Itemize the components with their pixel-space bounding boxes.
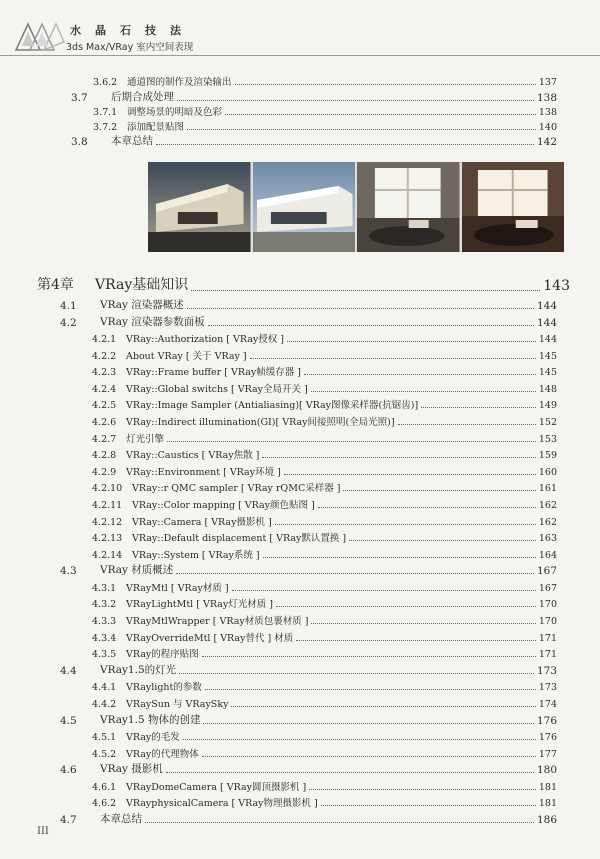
toc-entry-page: 163 xyxy=(538,533,557,545)
toc-entry-number: 4.3.4 xyxy=(92,632,117,644)
toc-leader-dots xyxy=(398,424,536,425)
toc-leader-dots xyxy=(263,557,536,558)
toc-entry-page: 142 xyxy=(536,136,557,148)
toc-entry xyxy=(92,381,557,395)
toc-entry xyxy=(92,348,557,362)
toc-entry-number: 4.2.14 xyxy=(92,549,123,561)
toc-entry-title: VRay的程序贴图 xyxy=(126,649,199,661)
toc-entry-title: VRay 材质概述 xyxy=(100,564,174,577)
toc-entry xyxy=(93,119,557,133)
toc-entry xyxy=(92,331,557,345)
toc-entry-number: 4.2.11 xyxy=(92,499,123,511)
toc-entry xyxy=(92,696,557,710)
toc-entry xyxy=(60,663,557,677)
toc-entry xyxy=(92,729,557,743)
toc-leader-dots xyxy=(235,84,536,85)
toc-entry-number: 4.2 xyxy=(60,316,77,329)
toc-entry xyxy=(60,298,557,312)
toc-entry-number: 4.2.1 xyxy=(92,334,117,346)
toc-entry-title: VRayDomeCamera [ VRay圆顶摄影机 ] xyxy=(126,781,307,793)
toc-leader-dots xyxy=(311,391,536,392)
toc-leader-dots xyxy=(187,308,534,309)
toc-leader-dots xyxy=(343,490,535,491)
toc-entry xyxy=(92,497,557,511)
toc-entry-page: 170 xyxy=(538,616,557,628)
toc-entry-title: VRay::Indirect illumination(GI)[ VRay间接照明(全局光照)] xyxy=(126,417,395,429)
toc-entry xyxy=(71,134,557,148)
toc-entry-page: 144 xyxy=(538,334,557,346)
toc-entry-number: 4.2.10 xyxy=(92,483,123,495)
toc-entry-page: 161 xyxy=(538,483,557,495)
toc-entry-page: 186 xyxy=(536,814,557,826)
toc-entry-page: 164 xyxy=(538,549,557,561)
toc-leader-dots xyxy=(304,374,536,375)
toc-entry-title: 灯光引擎 xyxy=(126,433,165,445)
toc-entry-page: 160 xyxy=(538,466,557,478)
toc-leader-dots xyxy=(205,689,536,690)
toc-entry xyxy=(60,315,557,329)
toc-entry xyxy=(60,563,557,577)
toc-entry-number: 3.7.2 xyxy=(93,122,118,133)
toc-leader-dots xyxy=(349,540,536,541)
toc-entry-number: 4.4.2 xyxy=(92,698,117,710)
toc-entry xyxy=(60,812,557,826)
toc-entry-title: VRayphysicalCamera [ VRay物理摄影机 ] xyxy=(126,798,318,810)
toc-entry-page: 162 xyxy=(538,516,557,528)
toc-entry xyxy=(92,646,557,660)
toc-entry-page: 176 xyxy=(538,732,557,744)
toc-leader-dots xyxy=(177,100,534,101)
toc-entry-page: 148 xyxy=(538,383,557,395)
toc-entry-page: 171 xyxy=(538,649,557,661)
toc-entry-page: 171 xyxy=(538,632,557,644)
toc-entry-number: 4.4.1 xyxy=(92,682,117,694)
toc-entry-title: About VRay [ 关于 VRay ] xyxy=(126,350,247,362)
toc-entry-title: VRay 渲染器参数面板 xyxy=(100,315,205,328)
toc-entry-title: VRay1.5的灯光 xyxy=(100,663,177,676)
toc-entry-title: 本章总结 xyxy=(100,813,142,825)
toc-entry-title: VRay的毛发 xyxy=(126,732,180,744)
toc-entry xyxy=(92,397,557,411)
toc-entry-number: 3.7 xyxy=(71,92,88,104)
toc-leader-dots xyxy=(176,573,534,574)
toc-leader-dots xyxy=(250,358,536,359)
toc-leader-dots xyxy=(145,822,534,823)
toc-entry-page: 152 xyxy=(538,417,557,429)
toc-leader-dots xyxy=(202,656,536,657)
toc-entry-page: 145 xyxy=(538,367,557,379)
toc-entry-title: VRay1.5 物体的创建 xyxy=(100,713,201,726)
toc-leader-dots xyxy=(202,756,536,757)
toc-entry-page: 159 xyxy=(538,450,557,462)
crystal-logo-icon xyxy=(14,20,66,52)
toc-entry-page: 137 xyxy=(538,77,557,88)
toc-leader-dots xyxy=(232,590,536,591)
toc-entry-number: 3.8 xyxy=(71,136,88,148)
toc-entry xyxy=(92,580,557,594)
toc-entry-title: VRay 摄影机 xyxy=(100,763,163,776)
toc-entry-number: 4.7 xyxy=(60,814,77,826)
header-rule xyxy=(0,55,600,56)
toc-entry-title: 调整场景的明暗及色彩 xyxy=(127,107,223,118)
toc-entry xyxy=(60,762,557,776)
toc-leader-dots xyxy=(321,805,536,806)
toc-entry-title: VRayMtl [ VRay材质 ] xyxy=(126,582,229,594)
toc-entry xyxy=(92,514,557,528)
toc-entry-number: 4.3.3 xyxy=(92,616,117,628)
toc-entry-page: 174 xyxy=(538,698,557,710)
toc-entry-page: 149 xyxy=(538,400,557,412)
toc-entry-title: VRay::Color mapping [ VRay颜色贴图 ] xyxy=(132,499,315,511)
toc-entry-page: 138 xyxy=(536,92,557,104)
toc-leader-dots xyxy=(287,341,536,342)
toc-entry-number: 4.5 xyxy=(60,714,77,727)
toc-entry xyxy=(92,480,557,494)
toc-entry-number: 4.6.1 xyxy=(92,781,117,793)
toc-entry-number: 4.2.4 xyxy=(92,383,117,395)
toc-entry-page: 167 xyxy=(536,565,557,578)
toc-entry-title: VRay::Caustics [ VRay焦散 ] xyxy=(126,450,260,462)
toc-leader-dots xyxy=(156,144,534,145)
exterior-render-image-1 xyxy=(148,162,251,252)
page-number: III xyxy=(37,826,49,837)
toc-entry-number: 4.5.2 xyxy=(92,748,117,760)
toc-entry-title: VRay::Global switchs [ VRay全局开关 ] xyxy=(126,383,308,395)
toc-entry xyxy=(92,414,557,428)
toc-entry-title: VRay::r QMC sampler [ VRay rQMC采样器 ] xyxy=(132,483,341,495)
toc-leader-dots xyxy=(276,606,536,607)
toc-leader-dots xyxy=(284,474,536,475)
toc-leader-dots xyxy=(187,129,536,130)
series-subtitle: 3ds Max/VRay 室内空间表现 xyxy=(66,42,194,53)
toc-entry-title: VRay的代理物体 xyxy=(126,748,199,760)
toc-entry-number: 4.3 xyxy=(60,565,77,578)
toc-entry-title: VRay::Environment [ VRay环境 ] xyxy=(126,466,281,478)
toc-entry-page: 167 xyxy=(538,582,557,594)
toc-entry-number: 4.2.9 xyxy=(92,466,117,478)
toc-entry xyxy=(92,530,557,544)
toc-entry-number: 3.6.2 xyxy=(93,77,118,88)
running-header xyxy=(0,0,600,56)
toc-entry xyxy=(71,90,557,104)
toc-entry-page: 143 xyxy=(543,278,570,294)
chapter-image-strip xyxy=(148,162,564,252)
toc-entry-number: 4.6.2 xyxy=(92,798,117,810)
toc-entry-title: VRayOverrideMtl [ VRay替代 ] 材质 xyxy=(126,632,294,644)
toc-entry-number: 4.3.5 xyxy=(92,649,117,661)
toc-entry xyxy=(92,464,557,478)
toc-entry-page: 170 xyxy=(538,599,557,611)
toc-leader-dots xyxy=(275,524,536,525)
toc-entry-title: VRay::Camera [ VRay摄影机 ] xyxy=(132,516,272,528)
series-title: 水晶石技法 xyxy=(70,24,195,37)
toc-entry-title: 后期合成处理 xyxy=(111,91,174,103)
toc-entry-number: 4.2.3 xyxy=(92,367,117,379)
toc-entry-page: 176 xyxy=(536,714,557,727)
toc-entry xyxy=(92,596,557,610)
toc-entry-number: 4.2.13 xyxy=(92,533,123,545)
toc-leader-dots xyxy=(179,673,534,674)
toc-entry xyxy=(92,746,557,760)
toc-entry-title: 本章总结 xyxy=(111,135,153,147)
toc-entry-number: 4.3.2 xyxy=(92,599,117,611)
toc-leader-dots xyxy=(309,789,536,790)
toc-entry xyxy=(37,276,570,294)
toc-entry-number: 第4章 xyxy=(37,277,74,293)
toc-entry-number: 4.2.7 xyxy=(92,433,117,445)
toc-entry-title: VRaySun 与 VRaySky xyxy=(126,698,229,710)
toc-entry xyxy=(92,679,557,693)
toc-entry-page: 181 xyxy=(538,781,557,793)
toc-entry xyxy=(92,613,557,627)
toc-entry-title: VRay基础知识 xyxy=(95,277,189,293)
toc-entry-number: 4.2.2 xyxy=(92,350,117,362)
toc-leader-dots xyxy=(311,623,535,624)
toc-entry-page: 181 xyxy=(538,798,557,810)
toc-entry xyxy=(92,364,557,378)
toc-entry xyxy=(92,779,557,793)
toc-entry-title: VRay::Authorization [ VRay授权 ] xyxy=(126,334,284,346)
toc-entry-title: VRay::Frame buffer [ VRay帧缓存器 ] xyxy=(126,367,301,379)
toc-entry-page: 173 xyxy=(538,682,557,694)
toc-entry-title: VRayMtlWrapper [ VRay材质包裹材质 ] xyxy=(126,616,309,628)
toc-entry-number: 4.4 xyxy=(60,664,77,677)
toc-entry-page: 145 xyxy=(538,350,557,362)
interior-render-image-2 xyxy=(462,162,565,252)
toc-entry-number: 4.2.5 xyxy=(92,400,117,412)
toc-entry-number: 4.2.6 xyxy=(92,417,117,429)
toc-entry-number: 4.3.1 xyxy=(92,582,117,594)
toc-entry xyxy=(93,74,557,88)
toc-leader-dots xyxy=(225,114,536,115)
toc-entry-number: 4.2.12 xyxy=(92,516,123,528)
toc-entry xyxy=(93,104,557,118)
toc-entry-number: 4.5.1 xyxy=(92,732,117,744)
toc-entry xyxy=(92,630,557,644)
toc-leader-dots xyxy=(208,325,534,326)
toc-leader-dots xyxy=(191,290,540,291)
toc-leader-dots xyxy=(318,507,536,508)
toc-entry-title: VRay::Default displacement [ VRay默认置换 ] xyxy=(132,533,347,545)
toc-entry-page: 144 xyxy=(536,316,557,329)
toc-entry xyxy=(92,447,557,461)
toc-leader-dots xyxy=(166,772,534,773)
toc-entry-page: 162 xyxy=(538,499,557,511)
toc-entry xyxy=(60,713,557,727)
toc-entry-page: 140 xyxy=(538,122,557,133)
toc-leader-dots xyxy=(167,441,536,442)
toc-entry-number: 4.2.8 xyxy=(92,450,117,462)
toc-entry xyxy=(92,431,557,445)
toc-leader-dots xyxy=(421,407,536,408)
toc-entry-page: 180 xyxy=(536,764,557,777)
toc-entry-page: 138 xyxy=(538,107,557,118)
toc-entry-number: 4.1 xyxy=(60,300,77,312)
toc-leader-dots xyxy=(296,640,536,641)
toc-leader-dots xyxy=(183,739,536,740)
toc-entry-number: 3.7.1 xyxy=(93,107,118,118)
toc-entry xyxy=(92,547,557,561)
toc-entry-page: 177 xyxy=(538,748,557,760)
toc-entry-title: 通道图的制作及渲染输出 xyxy=(127,77,232,88)
exterior-render-image-2 xyxy=(253,162,356,252)
toc-entry-page: 144 xyxy=(536,300,557,312)
toc-entry-title: VRay::Image Sampler (Antialiasing)[ VRay图像采样器(抗锯齿)] xyxy=(126,400,419,412)
toc-entry-page: 173 xyxy=(536,664,557,677)
toc-entry-page: 153 xyxy=(538,433,557,445)
toc-leader-dots xyxy=(262,457,535,458)
toc-entry xyxy=(92,795,557,809)
toc-leader-dots xyxy=(203,723,533,724)
toc-leader-dots xyxy=(231,706,535,707)
toc-entry-number: 4.6 xyxy=(60,764,77,777)
toc-entry-title: VRay 渲染器概述 xyxy=(100,299,184,311)
toc-entry-title: VRay::System [ VRay系统 ] xyxy=(132,549,260,561)
interior-render-image-1 xyxy=(357,162,460,252)
toc-entry-title: 添加配景贴图 xyxy=(127,122,185,133)
toc-entry-title: VRaylight的参数 xyxy=(126,682,202,694)
toc-entry-title: VRayLightMtl [ VRay灯光材质 ] xyxy=(126,599,273,611)
